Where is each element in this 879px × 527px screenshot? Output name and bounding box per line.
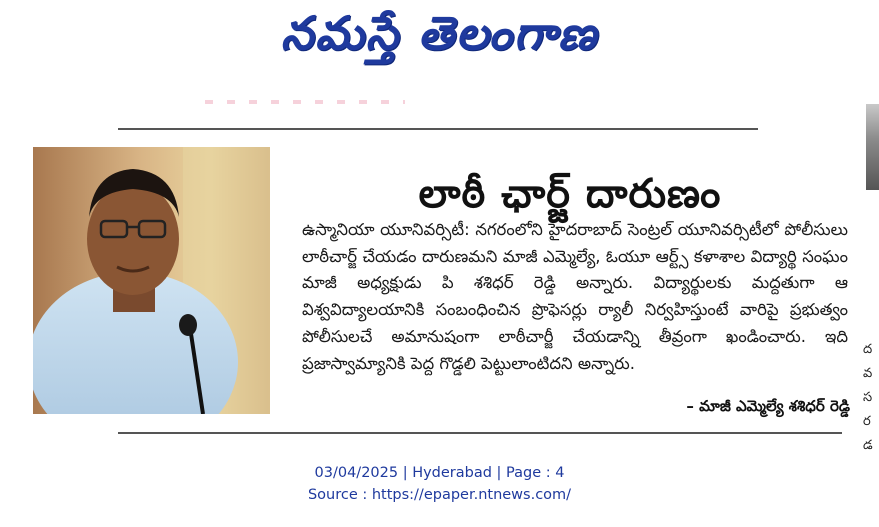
edge-letter: వ bbox=[863, 366, 873, 381]
portrait-illustration bbox=[33, 147, 270, 414]
article-headline: లాఠీ ఛార్జ్ దారుణం bbox=[418, 170, 722, 217]
edge-letter: ద bbox=[863, 342, 873, 357]
top-rule bbox=[118, 128, 758, 130]
adjacent-photo-fragment bbox=[866, 104, 879, 190]
portrait-photo bbox=[33, 147, 270, 414]
newspaper-title: నమస్తే తెలంగాణ bbox=[280, 6, 599, 60]
edge-letter: స bbox=[863, 390, 873, 405]
adjacent-column-fragment bbox=[863, 338, 879, 458]
edition-info: 03/04/2025 | Hyderabad | Page : 4 bbox=[314, 465, 565, 481]
bottom-rule bbox=[118, 432, 842, 434]
edge-letter: డ bbox=[863, 438, 873, 453]
footer bbox=[0, 462, 879, 506]
article-byline: – మాజీ ఎమ్మెల్యే శశిధర్ రెడ్డి bbox=[686, 397, 850, 415]
source-link[interactable]: Source : https://epaper.ntnews.com/ bbox=[307, 487, 572, 503]
edge-letter: ర bbox=[863, 414, 871, 429]
news-clipping bbox=[0, 100, 879, 453]
clipping-edge-marks bbox=[205, 100, 405, 104]
article-body: ఉస్మానియా యూనివర్సిటీ: నగరంలోని హైదరాబాద్ సెంట్రల్ యూనివర్సిటీలో పోలీసులు లాఠీచార్జ్ చేయడం దారుణమని మాజీ ఎమ్మెల్యే, ఓయూ ఆర్ట్స్ కళాశాల విద్యార్థి సంఘం మాజీ అధ్యక్షుడు పి శశిధర్ రెడ్డి అన్నారు. విద్యార్థులకు మద్దతుగా ఆ విశ్వవిద్యాలయానికి సంబంధించిన ప్రొఫెసర్లు ర్యాలీ నిర్వహిస్తుంటే వారిపై ప్రభుత్వం పోలీసులచే అమానుషంగా లాఠీచార్జీ చేయడాన్ని తీవ్రంగా ఖండించారు. ఇది ప్రజాస్వామ్యానికి పెద్ద గొడ్డలి పెట్టులాంటిదని అన్నారు. bbox=[302, 220, 848, 373]
masthead bbox=[0, 0, 879, 78]
